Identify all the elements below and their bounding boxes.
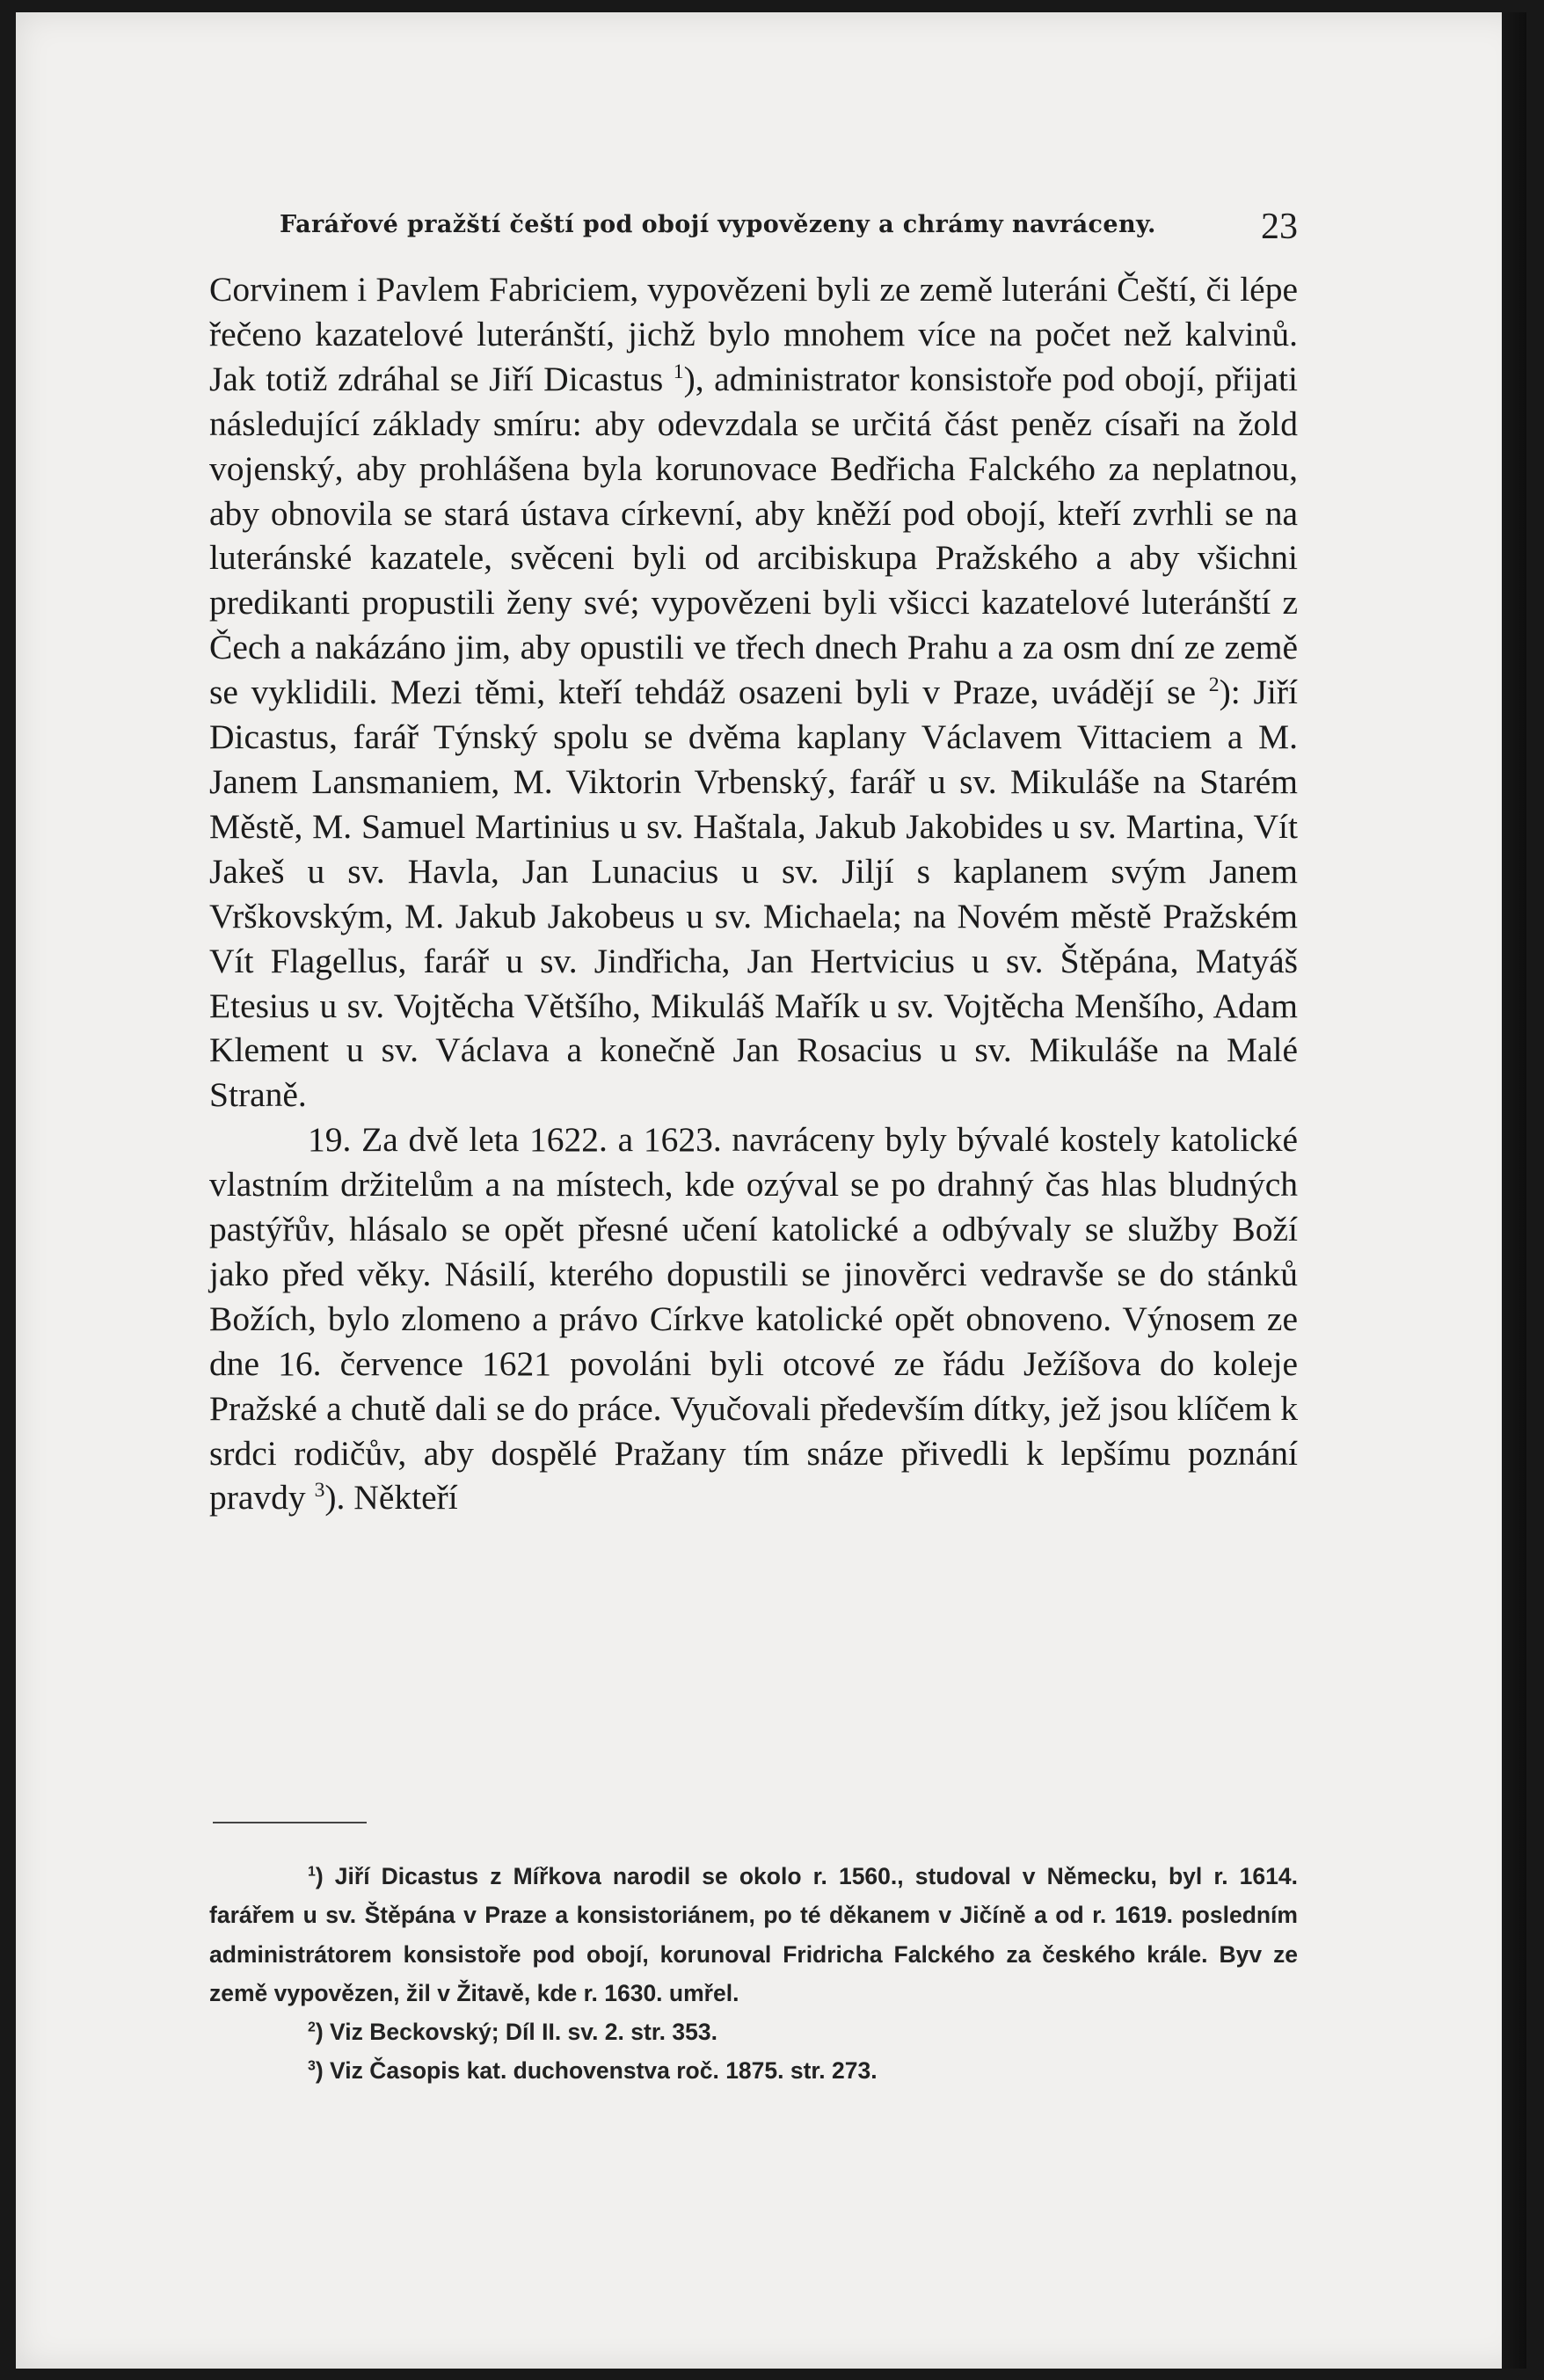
running-title: Farářové pražští čeští pod obojí vypovězeny a chrámy navráceny. <box>280 211 1156 238</box>
page-number: 23 <box>1261 207 1298 247</box>
paragraph-1-text-b: ), administrator konsistoře pod obojí, přijati následující základy smíru: aby odevzdala se určitá část peněz císaři na žold vojenský, aby prohlášena byla korunovace Bedřicha Falckého za neplatnou, aby obnovila se stará ústava církevní, aby kněží pod obojí, kteří zvrhli se na luteránské kazatele, svěceni byli od arcibiskupa Pražského a aby všichni predikanti propustili ženy své; vypovězeni byli všicci kazatelové luteránští z Čech a nakázáno jim, aby opustili ve třech dnech Prahu a za osm dní ze země se vyklidili. Mezi těmi, kteří tehdáž osazeni byli v Praze, uvádějí se <box>209 359 1298 712</box>
running-header <box>280 206 1298 248</box>
paragraph-1 <box>209 267 1298 1117</box>
paragraph-1-text-c: ): Jiří Dicastus, farář Týnský spolu se dvěma kaplany Václavem Vittaciem a M. Janem Lansmaniem, M. Viktorin Vrbenský, farář u sv. Mikuláše na Starém Městě, M. Samuel Martinius u sv. Haštala, Jakub Jakobides u sv. Martina, Vít Jakeš u sv. Havla, Jan Lunacius u sv. Jiljí s kaplanem svým Janem Vrškovským, M. Jakub Jakobeus u sv. Michaela; na Novém městě Pražském Vít Flagellus, farář u sv. Jindřicha, Jan Hertvicius u sv. Štěpána, Matyáš Etesius u sv. Vojtěcha Většího, Mikuláš Mařík u sv. Vojtěcha Menšího, Adam Klement u sv. Václava a konečně Jan Rosacius u sv. Mikuláše na Malé Straně. <box>209 673 1298 1115</box>
main-text <box>209 267 1298 1520</box>
footnote-2-mark: 2 <box>308 2020 316 2035</box>
footnotes <box>209 1857 1298 2091</box>
paragraph-2-text-a: 19. Za dvě leta 1622. a 1623. navráceny byly bývalé kostely katolické vlastním držitelům a na místech, kde ozýval se po drahný čas hlas bludných pastýřův, hlásalo se opět přesné učení katolické a odbývaly se služby Boží jako před věky. Násilí, kterého dopustili se jinověrci vedravše se do stánků Božích, bylo zlomeno a právo Církve katolické opět obnoveno. Výnosem ze dne 16. července 1621 povoláni byli otcové ze řádu Ježíšova do koleje Pražské a chutě dali se do práce. Vyučovali především dítky, jež jsou klíčem k srdci rodičův, aby dospělé Pražany tím snáze přivedli k lepšímu poznání pravdy <box>209 1120 1298 1518</box>
footnote-separator <box>213 1822 367 1823</box>
footnote-1-text: ) Jiří Dicastus z Mířkova narodil se okolo r. 1560., studoval v Německu, byl r. 1614. farářem u sv. Štěpána v Praze a konsistoriánem, po té děkanem v Jičíně a od r. 1619. posledním administrátorem konsistoře pod obojí, korunoval Fridricha Falckého za českého krále. Byv ze země vypovězen, žil v Žitavě, kde r. 1630. umřel. <box>209 1863 1298 2006</box>
scanned-page <box>16 12 1526 2369</box>
paragraph-1-text-a: Corvinem i Pavlem Fabriciem, vypovězeni byli ze země luteráni Čeští, či lépe řečeno kazatelové luteránští, jichž bylo mnohem více na počet než kalvinů. Jak totiž zdráhal se Jiří Dicastus <box>209 270 1298 398</box>
footnote-1 <box>209 1857 1298 2012</box>
footnote-3-text: ) Viz Časopis kat. duchovenstva roč. 1875. str. 273. <box>315 2057 878 2085</box>
footnote-3-mark: 3 <box>308 2058 316 2074</box>
footnote-1-mark: 1 <box>308 1864 316 1880</box>
footnote-2-text: ) Viz Beckovský; Díl II. sv. 2. str. 353. <box>315 2019 717 2046</box>
footnote-ref-3: 3 <box>314 1479 325 1503</box>
paragraph-2-text-b: ). Někteří <box>324 1478 458 1518</box>
paragraph-2 <box>209 1117 1298 1520</box>
footnote-ref-1: 1 <box>673 360 684 383</box>
page-edge-shadow <box>1502 12 1526 2369</box>
footnote-ref-2: 2 <box>1208 673 1220 696</box>
footnote-3 <box>209 2051 1298 2090</box>
footnote-2 <box>209 2012 1298 2051</box>
